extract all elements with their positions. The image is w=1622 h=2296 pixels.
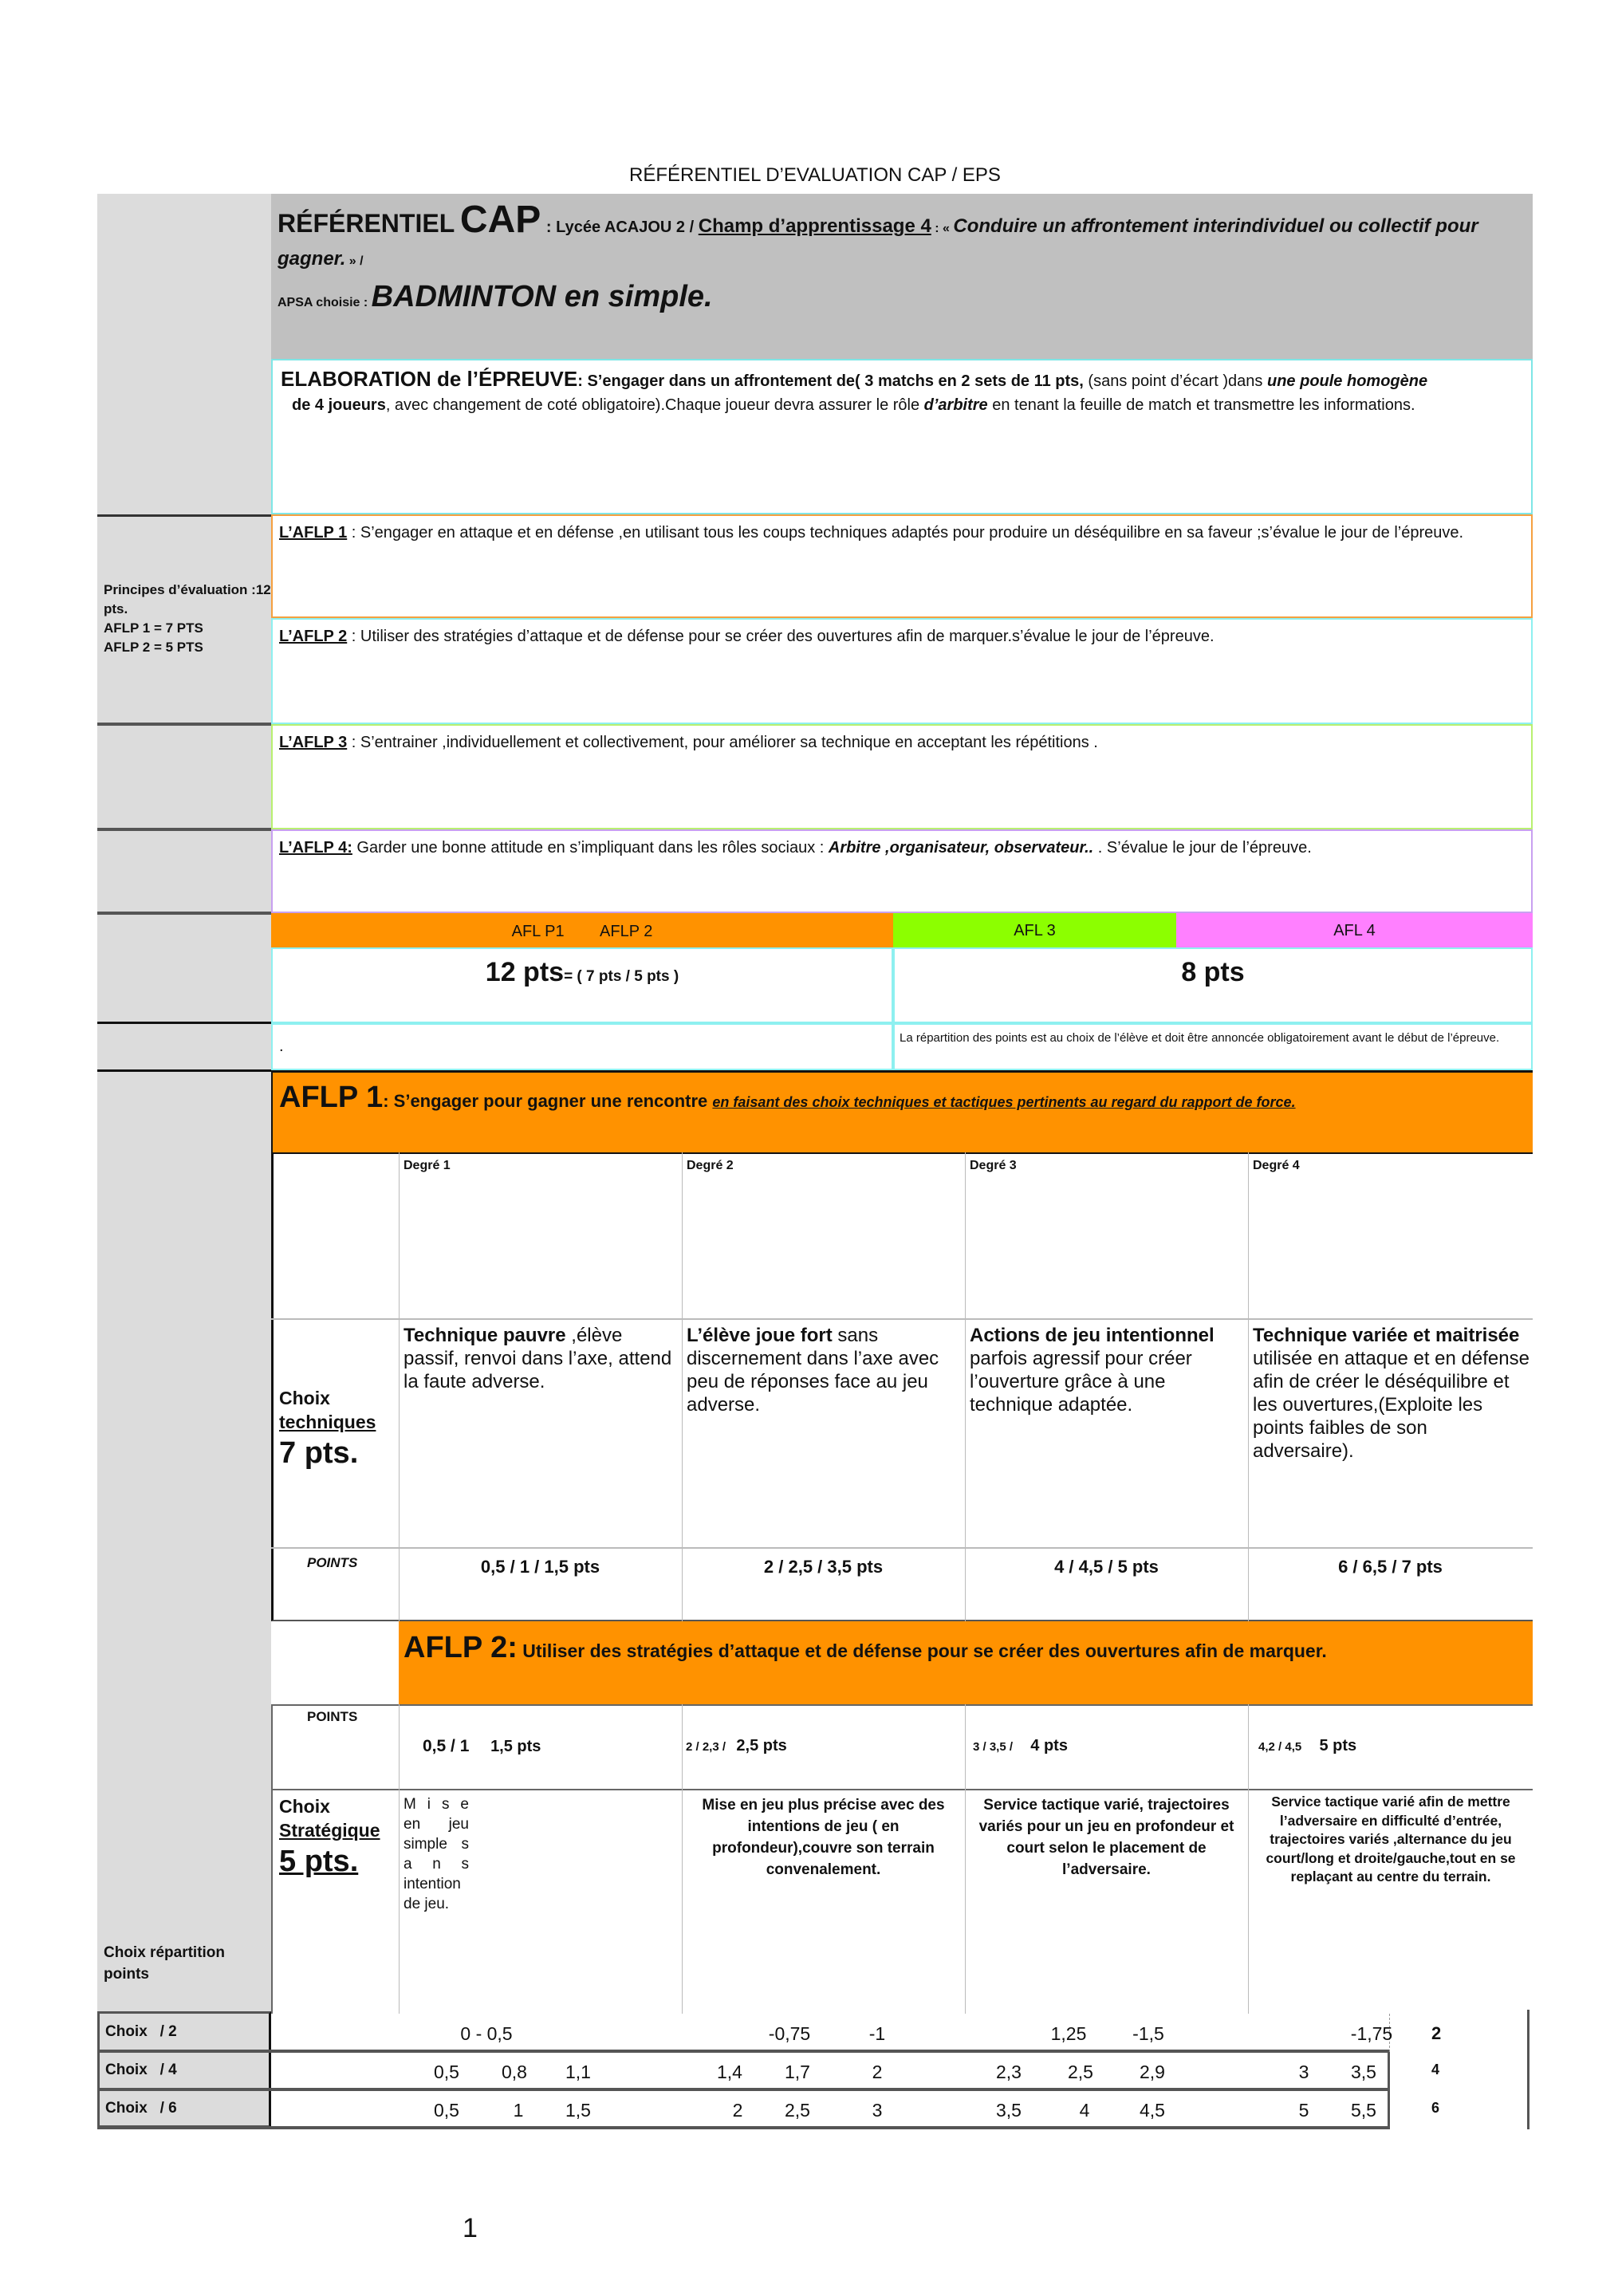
afl34-points-cell: 8 pts [893, 947, 1533, 1023]
strat-desc-2: Mise en jeu plus précise avec des intentions de jeu ( en profondeur),couvre son terrain convenalement. [702, 1797, 945, 1878]
aflp-text: Garder une bonne attitude en s’impliquant dans les rôles sociaux : [352, 839, 829, 857]
tech-desc-4 [1253, 1324, 1530, 1463]
aflp2-section-header [399, 1621, 1533, 1704]
degree-1: Degré 1 [404, 1159, 451, 1172]
lycee: : Lycée ACAJOU 2 / [545, 219, 699, 236]
desc-bold: L’élève joue fort [687, 1325, 833, 1346]
tech-desc-2 [687, 1324, 962, 1416]
tech-points-4: 6 / 6,5 / 7 pts [1338, 1557, 1443, 1577]
label-line: Stratégique [279, 1820, 380, 1841]
choix-value: 2,3 [996, 2062, 1022, 2082]
elab-text: , avec changement de coté obligatoire).Chaque joueur devra assurer le rôle [385, 396, 924, 414]
strat-points-4 [1258, 1737, 1356, 1755]
tech-points-2: 2 / 2,5 / 3,5 pts [763, 1557, 884, 1577]
choix-value: 3 [872, 2100, 883, 2121]
degree-4: Degré 4 [1253, 1159, 1300, 1172]
principes-line: AFLP 1 = 7 PTS [104, 620, 203, 636]
choix-techniques-label [279, 1386, 376, 1472]
afl-label: AFLP 2 [600, 923, 653, 940]
repartition-label: Choix répartition points [104, 1944, 226, 1983]
strat-desc-3: Service tactique varié, trajectoires variés pour un jeu en profondeur et court selon le placement de l’adversaire. [978, 1797, 1234, 1878]
tech-points-3: 4 / 4,5 / 5 pts [1054, 1557, 1159, 1577]
choix-value: 2,5 [1068, 2062, 1093, 2082]
afl3-header: AFL 3 [893, 913, 1176, 947]
desc-text: ,élève passif, renvoi dans l’axe, attend la faute adverse. [404, 1325, 672, 1392]
strat-points-2 [686, 1737, 787, 1755]
left-label-column [97, 194, 271, 2128]
aflp-text: : S’engager en attaque et en défense ,en utilisant tous les coups techniques adaptés pour produire un déséquilibre en sa faveur ;s’évalue le jour de l’épreuve. [347, 524, 1464, 542]
choix-value: 0 - 0,5 [460, 2023, 513, 2044]
page-number: 1 [463, 2213, 478, 2243]
label-line: techniques [279, 1412, 376, 1432]
choix-value: 3,5 [996, 2100, 1022, 2121]
desc-bold: Actions de jeu intentionnel [970, 1325, 1215, 1346]
choix-value: 1,25 [1050, 2023, 1087, 2044]
repartition-note: La répartition des points est au choix de l’élève et doit être annoncée obligatoirement avant le début de l’épreuve. [893, 1023, 1533, 1070]
points-label: POINTS [307, 1555, 358, 1570]
label-line: 7 pts. [279, 1436, 359, 1470]
choix-value: 2,9 [1140, 2062, 1165, 2082]
dot-cell: . [271, 1023, 893, 1070]
choix-value: 0,8 [502, 2062, 527, 2082]
end: » / [345, 254, 364, 268]
label-line: Choix [279, 1796, 330, 1817]
elab-text: (sans point d’écart )dans [1083, 372, 1267, 390]
aflp1-underlined: en faisant des choix techniques et tactiques pertinents au regard du rapport de force. [712, 1094, 1296, 1110]
apsa-value: BADMINTON en simple. [371, 280, 713, 313]
choix-value: 2,5 [785, 2100, 810, 2121]
tech-points-1: 0,5 / 1 / 1,5 pts [480, 1557, 600, 1577]
tech-desc-3 [970, 1324, 1245, 1416]
aflp1-description [271, 514, 1533, 618]
strat-points-3 [973, 1737, 1068, 1755]
choix-value: 1,5 [565, 2100, 591, 2121]
aflp-text: Arbitre ,organisateur, observateur.. [828, 839, 1094, 857]
ref-label: RÉFÉRENTIEL [278, 209, 455, 238]
pts-big: 1,5 pts [490, 1738, 541, 1755]
label-line: 5 pts. [279, 1845, 359, 1878]
choix-row-label: Choix / 4 [105, 2062, 177, 2078]
choix-value: 3 [1298, 2062, 1309, 2082]
aflp-text: . S’évalue le jour de l’épreuve. [1093, 839, 1312, 857]
choix-value: 3,5 [1351, 2062, 1376, 2082]
desc-text: utilisée en attaque et en défense afin de créer le déséquilibre et les ouvertures,(Exploite les points faibles de son adversaire). [1253, 1348, 1529, 1462]
elab-text: en tenant la feuille de match et transmettre les informations. [987, 396, 1415, 414]
aflp2-title: AFLP 2: [404, 1631, 518, 1664]
strat-points-label: POINTS [307, 1709, 358, 1724]
champ: Champ d’apprentissage 4 [698, 215, 931, 237]
strat-desc-1: M i s e en jeu simple s a n s intention de jeu. [404, 1796, 469, 1912]
principes-line: AFLP 2 = 5 PTS [104, 640, 203, 655]
choix-value: 5,5 [1351, 2100, 1376, 2121]
elaboration-block [271, 359, 1533, 514]
pts-big: 2,5 pts [736, 1737, 787, 1754]
pts-small: 4,2 / 4,5 [1258, 1740, 1302, 1754]
points-total: 12 pts [485, 957, 565, 987]
elab-text: d’arbitre [923, 396, 988, 414]
choix-value: -1 [868, 2023, 886, 2044]
principes-label [104, 581, 271, 657]
aflp-label: L’AFLP 2 [279, 628, 348, 645]
elab-title: ELABORATION de l’ÉPREUVE [281, 367, 578, 391]
choix-value: 2 [872, 2062, 883, 2082]
degree-3: Degré 3 [970, 1159, 1017, 1172]
principes-line: Principes d’évaluation :12 pts. [104, 582, 271, 616]
choix-value: -0,75 [768, 2023, 811, 2044]
desc-text: parfois agressif pour créer l’ouverture grâce à une technique adaptée. [970, 1348, 1192, 1416]
choix-row-label: Choix / 2 [105, 2023, 177, 2040]
pts-big: 4 pts [1030, 1737, 1068, 1754]
choix-value: 1,1 [565, 2062, 591, 2082]
choix-value: 5 [1298, 2100, 1309, 2121]
choix-value: 1 [513, 2100, 524, 2121]
aflp2-description [271, 618, 1533, 724]
elab-text: de 4 joueurs [292, 396, 386, 414]
choix-value: 0,5 [434, 2062, 459, 2082]
strat-points-1 [423, 1737, 541, 1756]
choix-total: 6 [1431, 2100, 1440, 2116]
afl-p1-p2-header [271, 913, 893, 947]
pts-small: 3 / 3,5 / [973, 1740, 1014, 1754]
strat-desc-4: Service tactique varié afin de mettre l’adversaire en difficulté d’entrée, trajectoires variés ,alternance du jeu court/long et droite/gauche,tout en se replaçant au centre du terrain. [1266, 1794, 1516, 1884]
tech-desc-1 [404, 1324, 679, 1393]
choix-value: 0,5 [434, 2100, 459, 2121]
pts-small: 2 / 2,3 / [686, 1740, 726, 1754]
afl-label: AFL P1 [511, 923, 565, 940]
choix-total: 4 [1431, 2062, 1440, 2077]
choix-value: 4 [1079, 2100, 1090, 2121]
aflp-label: L’AFLP 3 [279, 734, 348, 751]
aflp1-text: : S’engager pour gagner une rencontre [383, 1091, 713, 1111]
desc-bold: Technique variée et maitrisée [1253, 1325, 1520, 1346]
sep: : « [931, 222, 954, 235]
aflp-label: L’AFLP 1 [279, 524, 348, 542]
pts-big: 5 pts [1319, 1737, 1357, 1754]
desc-text: sans discernement dans l’axe avec peu de réponses face au jeu adverse. [687, 1325, 939, 1416]
afl4-header: AFL 4 [1176, 913, 1533, 947]
choix-value: 2 [732, 2100, 743, 2121]
aflp-points-cell [271, 947, 893, 1023]
apsa-label: APSA choisie : [278, 296, 372, 309]
champ-text: Conduire un affrontement interindividuel ou collectif pour gagner. [278, 215, 1478, 270]
elab-text: : S’engager dans un affrontement de( 3 matchs en 2 sets de 11 pts, [577, 372, 1084, 390]
aflp2-text: Utiliser des stratégies d’attaque et de défense pour se créer des ouvertures afin de marquer. [517, 1640, 1327, 1661]
document-title: RÉFÉRENTIEL D’EVALUATION CAP / EPS [629, 164, 1001, 186]
aflp-text: : Utiliser des stratégies d’attaque et de défense pour se créer des ouvertures afin de marquer.s’évalue le jour de l’épreuve. [347, 628, 1215, 645]
points-detail: = ( 7 pts / 5 pts ) [564, 968, 679, 985]
aflp-label: L’AFLP 4: [279, 839, 352, 857]
choix-value: -1,75 [1350, 2023, 1393, 2044]
desc-bold: Technique pauvre [404, 1325, 566, 1346]
pts-small: 0,5 / 1 [423, 1737, 470, 1755]
choix-value: 1,7 [785, 2062, 810, 2082]
aflp-text: : S’entrainer ,individuellement et collectivement, pour améliorer sa technique en acceptant les répétitions . [347, 734, 1098, 751]
choix-value: 4,5 [1140, 2100, 1165, 2121]
aflp4-description [271, 829, 1533, 913]
degree-2: Degré 2 [687, 1159, 734, 1172]
choix-row-label: Choix / 6 [105, 2100, 177, 2117]
choix-value: -1,5 [1132, 2023, 1164, 2044]
choix-strategique-label [279, 1794, 380, 1881]
aflp1-section-header [271, 1070, 1533, 1152]
header-block [271, 194, 1533, 359]
aflp1-title: AFLP 1 [279, 1081, 384, 1114]
choix-total: 2 [1431, 2023, 1442, 2043]
aflp3-description [271, 724, 1533, 829]
cap-label: CAP [459, 199, 541, 241]
choix-value: 1,4 [717, 2062, 742, 2082]
elab-text: une poule homogène [1266, 372, 1428, 390]
label-line: Choix [279, 1388, 330, 1408]
